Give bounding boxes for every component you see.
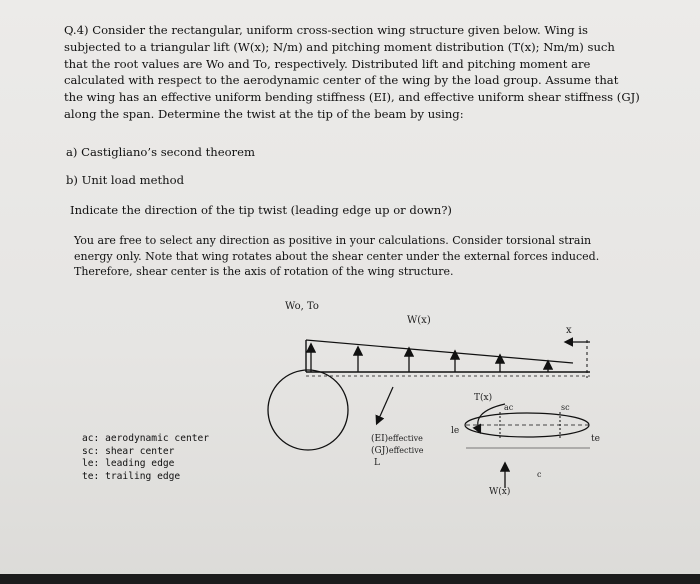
legend-le: le: leading edge (82, 458, 175, 469)
cross-section-lift-label: W(x) (489, 487, 511, 497)
shear-stiffness-label: (GJ)effective (371, 446, 424, 456)
aerodynamic-center-label: ac (504, 403, 514, 412)
torque-label: T(x) (474, 393, 493, 403)
lift-arrows (311, 345, 548, 372)
legend (82, 433, 209, 483)
item-unit-load: b) Unit load method (66, 173, 185, 187)
note-paragraph: You are free to select any direction as positive in your calculations. Consider torsional strain energy only. Note that wing rotates about the shear center under the external forces induced. Therefore, shear center is the axis of rotation of the wing structure. (74, 234, 600, 278)
cross-section (465, 404, 590, 488)
legend-sc: sc: shear center (82, 445, 175, 457)
root-values-label: Wo, To (285, 301, 319, 312)
root-circle (268, 370, 348, 450)
x-axis-label: x (566, 325, 572, 336)
leading-edge-label: le (451, 426, 460, 436)
shear-center-label: sc (561, 403, 570, 412)
legend-te: te: trailing edge (82, 470, 181, 482)
length-label: L (374, 458, 380, 468)
trailing-edge-label: te (591, 434, 600, 444)
property-pointer-arrow (377, 387, 393, 423)
item-castigliano: a) Castigliano’s second theorem (66, 145, 255, 159)
legend-ac: ac: aerodynamic center (82, 433, 210, 444)
item-tip-twist-direction: Indicate the direction of the tip twist (leading edge up or down?) (70, 203, 452, 217)
chord-label: c (537, 470, 542, 479)
question-text: Q.4) Consider the rectangular, uniform cross-section wing structure given below. Wing is subjected to a triangular lift (W(x); N/m) and pitching moment distribution (T(x); Nm/m) such that the root values are Wo and To, respectively. Distributed lift and pitching moment are calculated with respect to the aerodynamic center of the wing by the load group. Assume that the wing has an effective uniform bending stiffness (EI), and effective uniform shear stiffness (GJ) along the span. Determine the twist at the tip of the beam by using: (64, 23, 640, 121)
bending-stiffness-label: (EI)effective (371, 434, 423, 444)
beam (306, 340, 590, 378)
lift-distribution-label: W(x) (407, 315, 431, 326)
bottom-edge (0, 574, 700, 584)
